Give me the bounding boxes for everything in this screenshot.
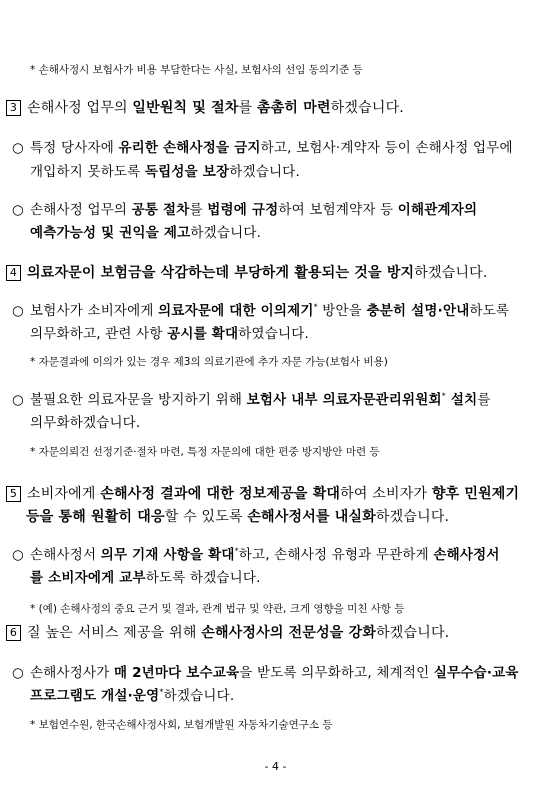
footnote-marker: * <box>441 391 446 401</box>
footnote-marker: * <box>234 546 239 556</box>
footnote: * 자문결과에 이의가 있는 경우 제3의 의료기관에 추가 자문 가능(보험사 비용) <box>30 356 388 368</box>
footnote: * 손해사정시 보험사가 비용 부담한다는 사실, 보험사의 선임 동의기준 등 <box>30 64 363 76</box>
section-number: 3 <box>6 100 21 116</box>
bullet-mark: ○ <box>12 547 24 563</box>
bullet-mark: ○ <box>12 202 24 218</box>
bullet-mark: ○ <box>12 303 24 319</box>
bullet-emphasis: 손해사정서 <box>433 547 500 563</box>
bullet-text: 하고, 손해사정 유형과 무관하게 <box>238 547 434 563</box>
bullet-mark: ○ <box>12 140 24 156</box>
bullet-text: 를 <box>477 392 491 408</box>
bullet-text: 개입하지 못하도록 <box>30 164 145 180</box>
heading-emphasis: 손해사정 결과에 대한 정보제공을 확대 <box>100 486 341 502</box>
bullet-text: 방안을 <box>317 303 367 319</box>
heading-text: 를 <box>238 100 257 116</box>
bullet-paragraph <box>12 198 477 218</box>
bullet-text: 하겠습니다. <box>229 164 300 180</box>
heading-emphasis: 촘촘히 마련 <box>256 100 331 116</box>
bullet-emphasis: 의무 기재 사항을 확대 <box>100 547 235 563</box>
section-number: 5 <box>6 486 21 502</box>
bullet-text: 특정 당사자에 <box>30 140 119 156</box>
heading-text: 할 수 있도록 <box>164 509 248 525</box>
bullet-emphasis: 매 2년마다 보수교육 <box>113 665 240 681</box>
heading-emphasis: 등을 통해 원활히 대응 <box>26 509 165 525</box>
bullet-text: 하고, 보험사·계약자 등이 손해사정 업무에 <box>260 140 513 156</box>
heading-emphasis: 향후 민원제기 <box>431 486 520 502</box>
heading-text: 하겠습니다. <box>375 509 450 525</box>
bullet-text: 하도록 <box>469 303 510 319</box>
bullet-mark: ○ <box>12 392 24 408</box>
heading-text: 하겠습니다. <box>376 625 450 641</box>
bullet-paragraph <box>12 299 509 319</box>
bullet-paragraph-cont <box>30 566 261 586</box>
bullet-emphasis: 공시를 확대 <box>167 326 239 342</box>
heading-text: 하겠습니다. <box>414 265 488 281</box>
footnote: * (예) 손해사정의 중요 근거 및 결과, 관계 법규 및 약관, 크게 영향을 미친 사항 등 <box>30 603 405 615</box>
section-heading-5-cont <box>26 506 449 526</box>
heading-emphasis: 일반원칙 및 절차 <box>132 100 239 116</box>
bullet-text: 하였습니다. <box>238 326 309 342</box>
bullet-paragraph <box>12 136 513 156</box>
bullet-text: 을 받도록 의무화하고, 체계적인 <box>239 665 434 681</box>
bullet-emphasis: 독립성을 보장 <box>144 164 230 180</box>
bullet-emphasis: 프로그램도 개설·운영 <box>30 688 160 704</box>
bullet-emphasis: 법령에 규정 <box>207 202 279 218</box>
heading-text: 손해사정 업무의 <box>27 100 133 116</box>
bullet-emphasis: 의료자문에 대한 이의제기 <box>158 303 314 319</box>
bullet-paragraph <box>12 388 491 408</box>
bullet-text: 보험사가 소비자에게 <box>30 303 159 319</box>
bullet-text: 의무화하고, 관련 사항 <box>30 326 168 342</box>
bullet-mark: ○ <box>12 665 24 681</box>
bullet-paragraph-cont <box>30 684 234 704</box>
section-number: 6 <box>6 625 21 641</box>
heading-text: 하겠습니다. <box>330 100 404 116</box>
bullet-emphasis: 실무수습·교육 <box>433 665 519 681</box>
bullet-emphasis: 보험사 내부 의료자문관리위원회 <box>246 392 442 408</box>
bullet-text: 하겠습니다. <box>163 688 235 704</box>
bullet-text: 손해사정사가 <box>30 665 114 681</box>
heading-emphasis: 의료자문이 보험금을 삭감하는데 부당하게 활용되는 것을 방지 <box>27 265 415 281</box>
footnote-marker: * <box>159 687 164 697</box>
heading-text: 소비자에게 <box>27 486 101 502</box>
bullet-paragraph <box>12 661 519 681</box>
bullet-emphasis: 예측가능성 및 권익을 제고 <box>30 225 191 241</box>
heading-text: 하여 소비자가 <box>340 486 432 502</box>
heading-text: 질 높은 서비스 제공을 위해 <box>27 625 202 641</box>
footnote: * 자문의뢰건 선정기준·절차 마련, 특정 자문의에 대한 편중 방지방안 마련 등 <box>30 446 380 458</box>
section-heading-4 <box>6 262 488 282</box>
bullet-emphasis: 설치 <box>445 392 478 408</box>
bullet-paragraph-cont: 의무화하겠습니다. <box>30 415 141 431</box>
bullet-paragraph <box>12 543 500 563</box>
bullet-emphasis: 를 소비자에게 교부 <box>30 570 146 586</box>
bullet-text: 하여 보험계약자 등 <box>278 202 398 218</box>
bullet-text: 손해사정 업무의 <box>30 202 132 218</box>
bullet-emphasis: 공통 절차 <box>131 202 190 218</box>
page-number: - 4 - <box>264 760 287 773</box>
section-heading-6 <box>6 622 449 642</box>
heading-emphasis: 손해사정서를 내실화 <box>247 509 376 525</box>
bullet-emphasis: 유리한 손해사정을 금지 <box>118 140 261 156</box>
bullet-text: 불필요한 의료자문을 방지하기 위해 <box>30 392 247 408</box>
footnote: * 보험연수원, 한국손해사정사회, 보험개발원 자동차기술연구소 등 <box>30 719 333 731</box>
bullet-emphasis: 충분히 설명·안내 <box>366 303 470 319</box>
bullet-text: 하도록 하겠습니다. <box>145 570 261 586</box>
footnote-marker: * <box>313 302 318 312</box>
bullet-emphasis: 이해관계자의 <box>397 202 478 218</box>
bullet-paragraph-cont <box>30 221 261 241</box>
section-number: 4 <box>6 265 21 281</box>
bullet-paragraph-cont <box>30 160 300 180</box>
bullet-text: 를 <box>189 202 208 218</box>
bullet-text: 손해사정서 <box>30 547 101 563</box>
heading-emphasis: 손해사정사의 전문성을 강화 <box>201 625 377 641</box>
bullet-paragraph-cont <box>30 322 309 342</box>
bullet-text: 하겠습니다. <box>190 225 262 241</box>
section-heading-3 <box>6 97 404 117</box>
section-heading-5 <box>6 483 519 503</box>
